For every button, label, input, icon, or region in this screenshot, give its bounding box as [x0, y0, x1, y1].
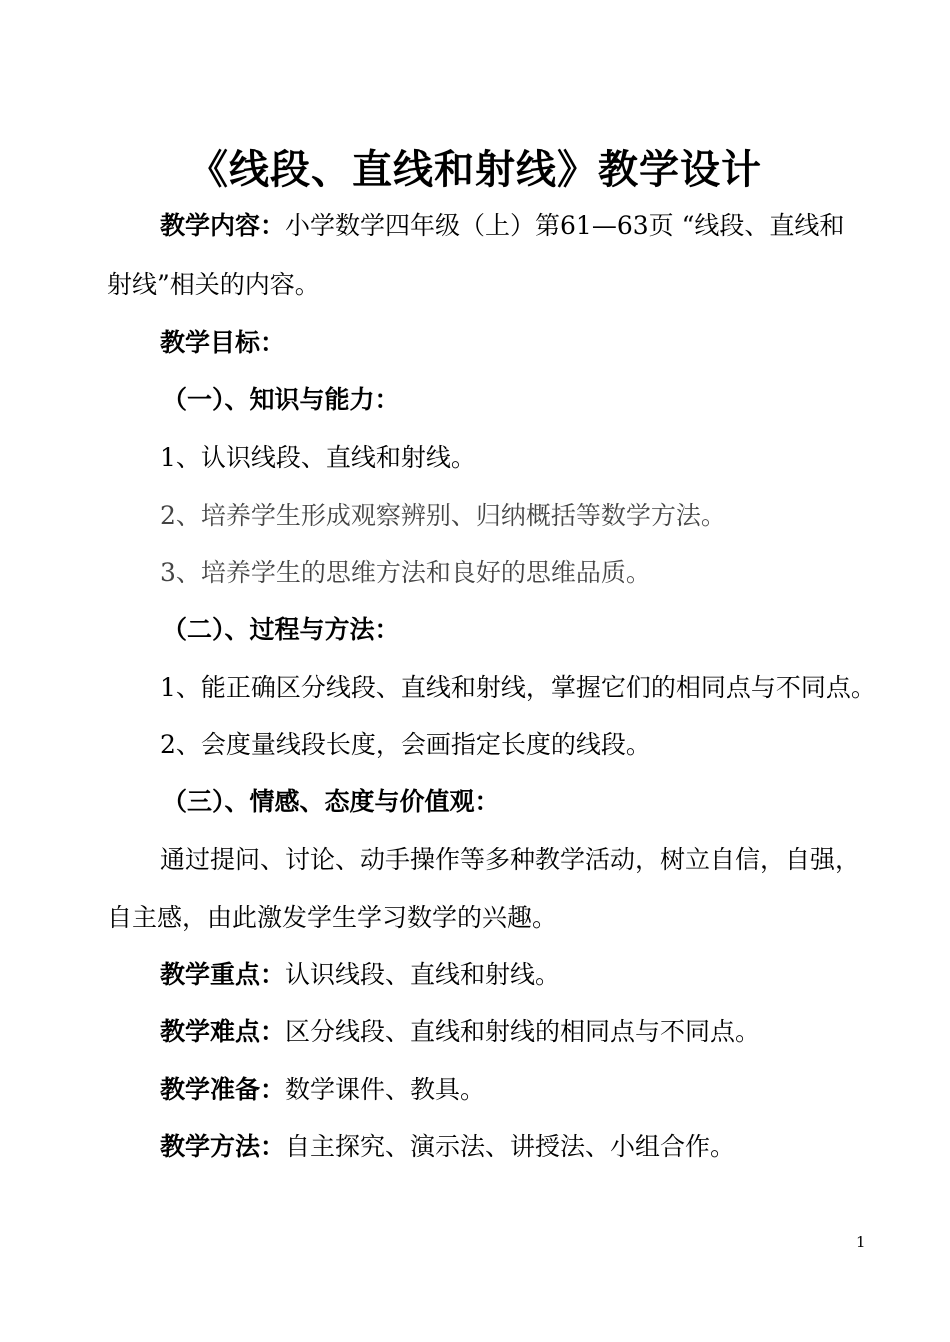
section-3-text-2: 自主感，由此激发学生学习数学的兴趣。 [107, 903, 558, 932]
document-title: 《线段、直线和射线》教学设计 [188, 146, 762, 193]
key-points-label: 教学重点： [160, 960, 286, 989]
section-1-item-3: 3、培养学生的思维方法和良好的思维品质。 [160, 558, 651, 587]
key-points-text: 认识线段、直线和射线。 [285, 960, 561, 989]
key-points-line [160, 955, 560, 995]
page-number: 1 [856, 1233, 866, 1251]
section-1-item-2: 2、培养学生形成观察辨别、归纳概括等数学方法。 [160, 501, 726, 530]
section-3-text-1: 通过提问、讨论、动手操作等多种教学活动，树立自信，自强， [160, 845, 861, 874]
objectives-label: 教学目标： [160, 328, 286, 357]
methods-line [160, 1127, 735, 1167]
preparation-label: 教学准备： [160, 1075, 286, 1104]
section-3-heading: （三）、情感、态度与价值观： [162, 787, 500, 816]
content-label: 教学内容： [160, 211, 286, 240]
section-2-item-2: 2、会度量线段长度，会画指定长度的线段。 [160, 730, 651, 759]
difficulties-label: 教学难点： [160, 1017, 286, 1046]
preparation-line [160, 1070, 485, 1110]
difficulties-text: 区分线段、直线和射线的相同点与不同点。 [285, 1017, 761, 1046]
content-text-1: 小学数学四年级（上）第61—63页 “线段、直线和 [285, 211, 845, 240]
preparation-text: 数学课件、教具。 [285, 1075, 486, 1104]
section-1-heading: （一）、知识与能力： [162, 385, 400, 414]
section-2-heading: （二）、过程与方法： [162, 615, 400, 644]
section-1-item-1: 1、认识线段、直线和射线。 [160, 443, 476, 472]
difficulties-line [160, 1012, 760, 1052]
section-2-item-1: 1、能正确区分线段、直线和射线，掌握它们的相同点与不同点。 [160, 673, 876, 702]
content-line-2: 射线”相关的内容。 [107, 270, 320, 299]
methods-text: 自主探究、演示法、讲授法、小组合作。 [285, 1132, 736, 1161]
methods-label: 教学方法： [160, 1132, 286, 1161]
content-line-1 [160, 206, 844, 246]
